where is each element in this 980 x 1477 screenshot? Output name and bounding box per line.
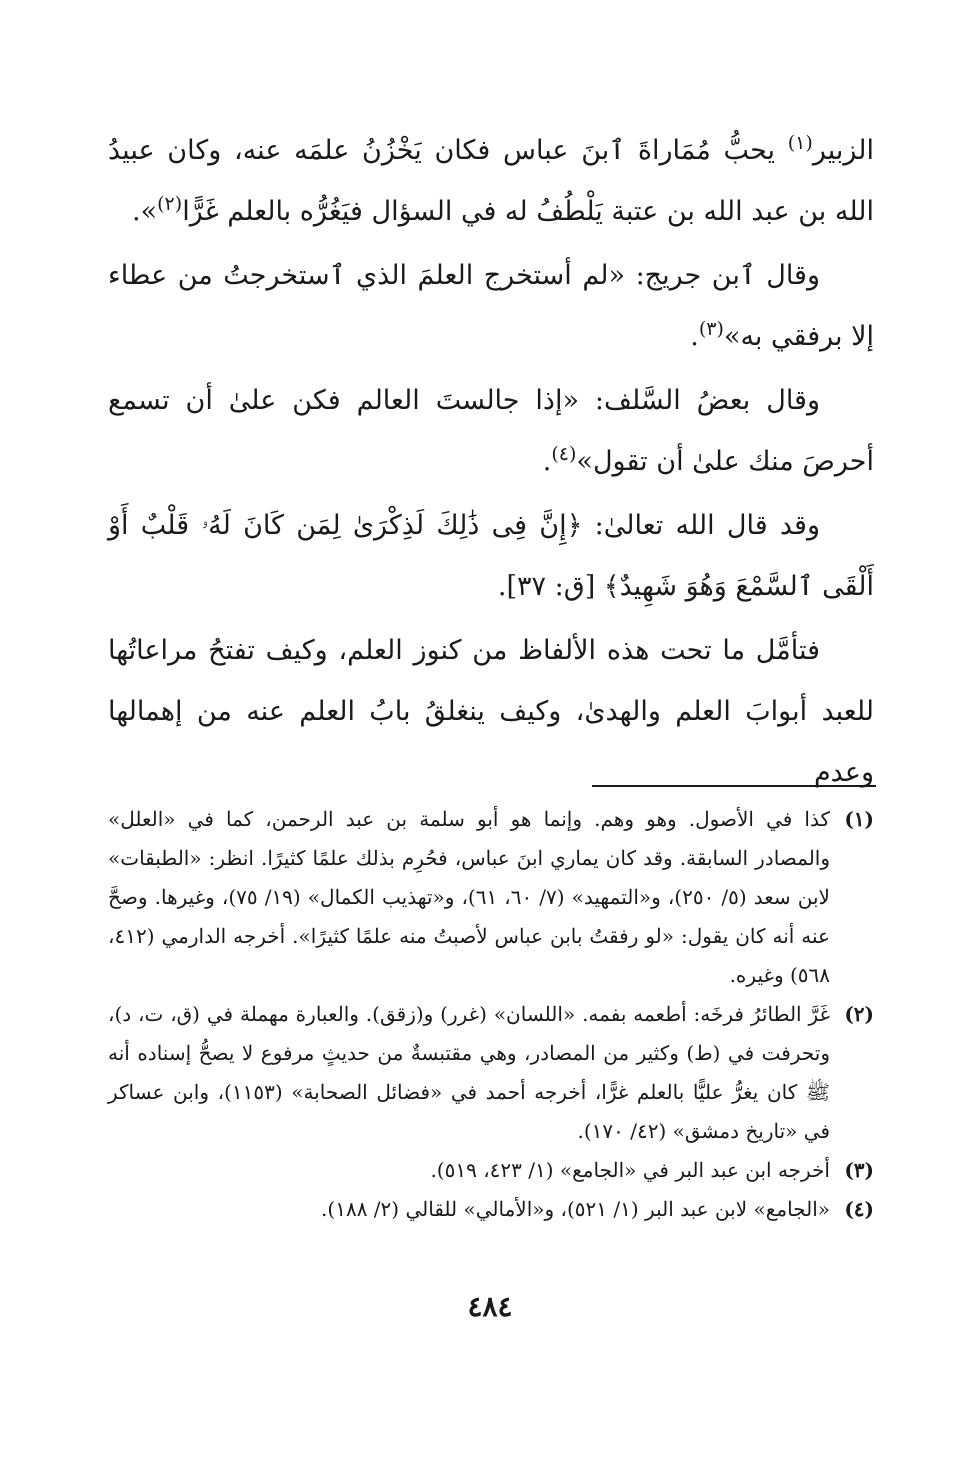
paragraph-3-body: وقال بعضُ السَّلف: «إذا جالستَ العالم فكن علىٰ أن تسمع أحرصَ منك علىٰ أن تقول» <box>108 385 874 477</box>
main-text <box>108 120 874 806</box>
paragraph-3-end: . <box>542 446 552 477</box>
paragraph-2 <box>108 245 874 367</box>
footnote-text: أخرجه ابن عبد البر في «الجامع» (١/ ٤٢٣، ٥١٩). <box>430 1158 830 1182</box>
footnote-text: غَرَّ الطائرُ فرخَه: أطعمه بفمه. «اللسان» (غرر) و(زقق). والعبارة مهملة في (ق، ت، د)، وتحرفت في (ط) وكثير من المصادر، وهي مقتبسةٌ من حديثٍ مرفوع لا يصحُّ إسناده أنه ﷺ كان يغرُّ عليًّا بالعلم غرًّا، أخرجه أحمد في «فضائل الصحابة» (١١٥٣)، وابن عساكر في «تاريخ دمشق» (٤٢/ ١٧٠). <box>108 1002 830 1143</box>
paragraph-1-start: الزبير <box>812 135 874 166</box>
footnote-divider <box>592 785 876 787</box>
paragraph-3 <box>108 370 874 492</box>
paragraph-2-end: . <box>690 321 699 352</box>
footnote-ref-4[interactable]: (٤) <box>551 443 577 465</box>
footnotes <box>108 800 874 1229</box>
footnote-number: (٢) <box>844 1002 874 1026</box>
paragraph-2-body: وقال ٱبن جريج: «لم أستخرج العلمَ الذي ٱستخرجتُ من عطاء إلا برفقي به» <box>108 260 874 352</box>
footnote-number: (١) <box>844 807 874 831</box>
paragraph-5: فتأمَّل ما تحت هذه الألفاظ من كنوز العلم، وكيف تفتحُ مراعاتُها للعبد أبوابَ العلم والهدىٰ، وكيف ينغلقُ بابُ العلم عنه من إهمالها وعدم <box>108 635 874 788</box>
paragraph-4-quran-verse: وقد قال الله تعالىٰ: ﴿إِنَّ فِى ذَٰلِكَ لَذِكْرَىٰ لِمَن كَانَ لَهُۥ قَلْبٌ أَوْ أَلْقَى ٱلسَّمْعَ وَهُوَ شَهِيدٌ﴾ [ق: ٣٧]. <box>108 510 874 602</box>
footnote-ref-3[interactable]: (٣) <box>698 318 724 340</box>
paragraph-1-end: ». <box>132 196 158 227</box>
footnote-number: (٤) <box>844 1197 874 1221</box>
paragraph-1-body: يحبُّ مُمَاراةَ ٱبنَ عباس فكان يَخْزُنُ علمَه عنه، وكان عبيدُ الله بن عبد الله بن عتبة يَلْطُفُ له في السؤال فيَغُرُّه بالعلم غَرًّا <box>108 135 874 227</box>
footnote-text: كذا في الأصول. وهو وهم. وإنما هو أبو سلمة بن عبد الرحمن، كما في «العلل» والمصادر السابقة. وقد كان يماري ابنَ عباس، فحُرِم بذلك علمًا كثيرًا. انظر: «الطبقات» لابن سعد (٥/ ٢٥٠)، و«التمهيد» (٧/ ٦٠، ٦١)، و«تهذيب الكمال» (١٩/ ٧٥)، وغيرها. وصحَّ عنه أنه كان يقول: «لو رفقتُ بابن عباس لأصبتُ منه علمًا كثيرًا». أخرجه الدارمي (٤١٢، ٥٦٨) وغيره. <box>108 807 830 987</box>
footnote-1 <box>108 800 874 995</box>
footnote-2 <box>108 995 874 1151</box>
footnote-text: «الجامع» لابن عبد البر (١/ ٥٢١)، و«الأمالي» للقالي (٢/ ١٨٨). <box>321 1197 830 1221</box>
paragraph-1 <box>108 120 874 242</box>
page-number: ٤٨٤ <box>467 1290 513 1323</box>
footnote-3 <box>108 1151 874 1190</box>
footnote-4 <box>108 1190 874 1229</box>
footnote-ref-1[interactable]: (١) <box>787 132 813 154</box>
footnote-number: (٣) <box>844 1158 874 1182</box>
footnote-ref-2[interactable]: (٢) <box>157 193 183 215</box>
